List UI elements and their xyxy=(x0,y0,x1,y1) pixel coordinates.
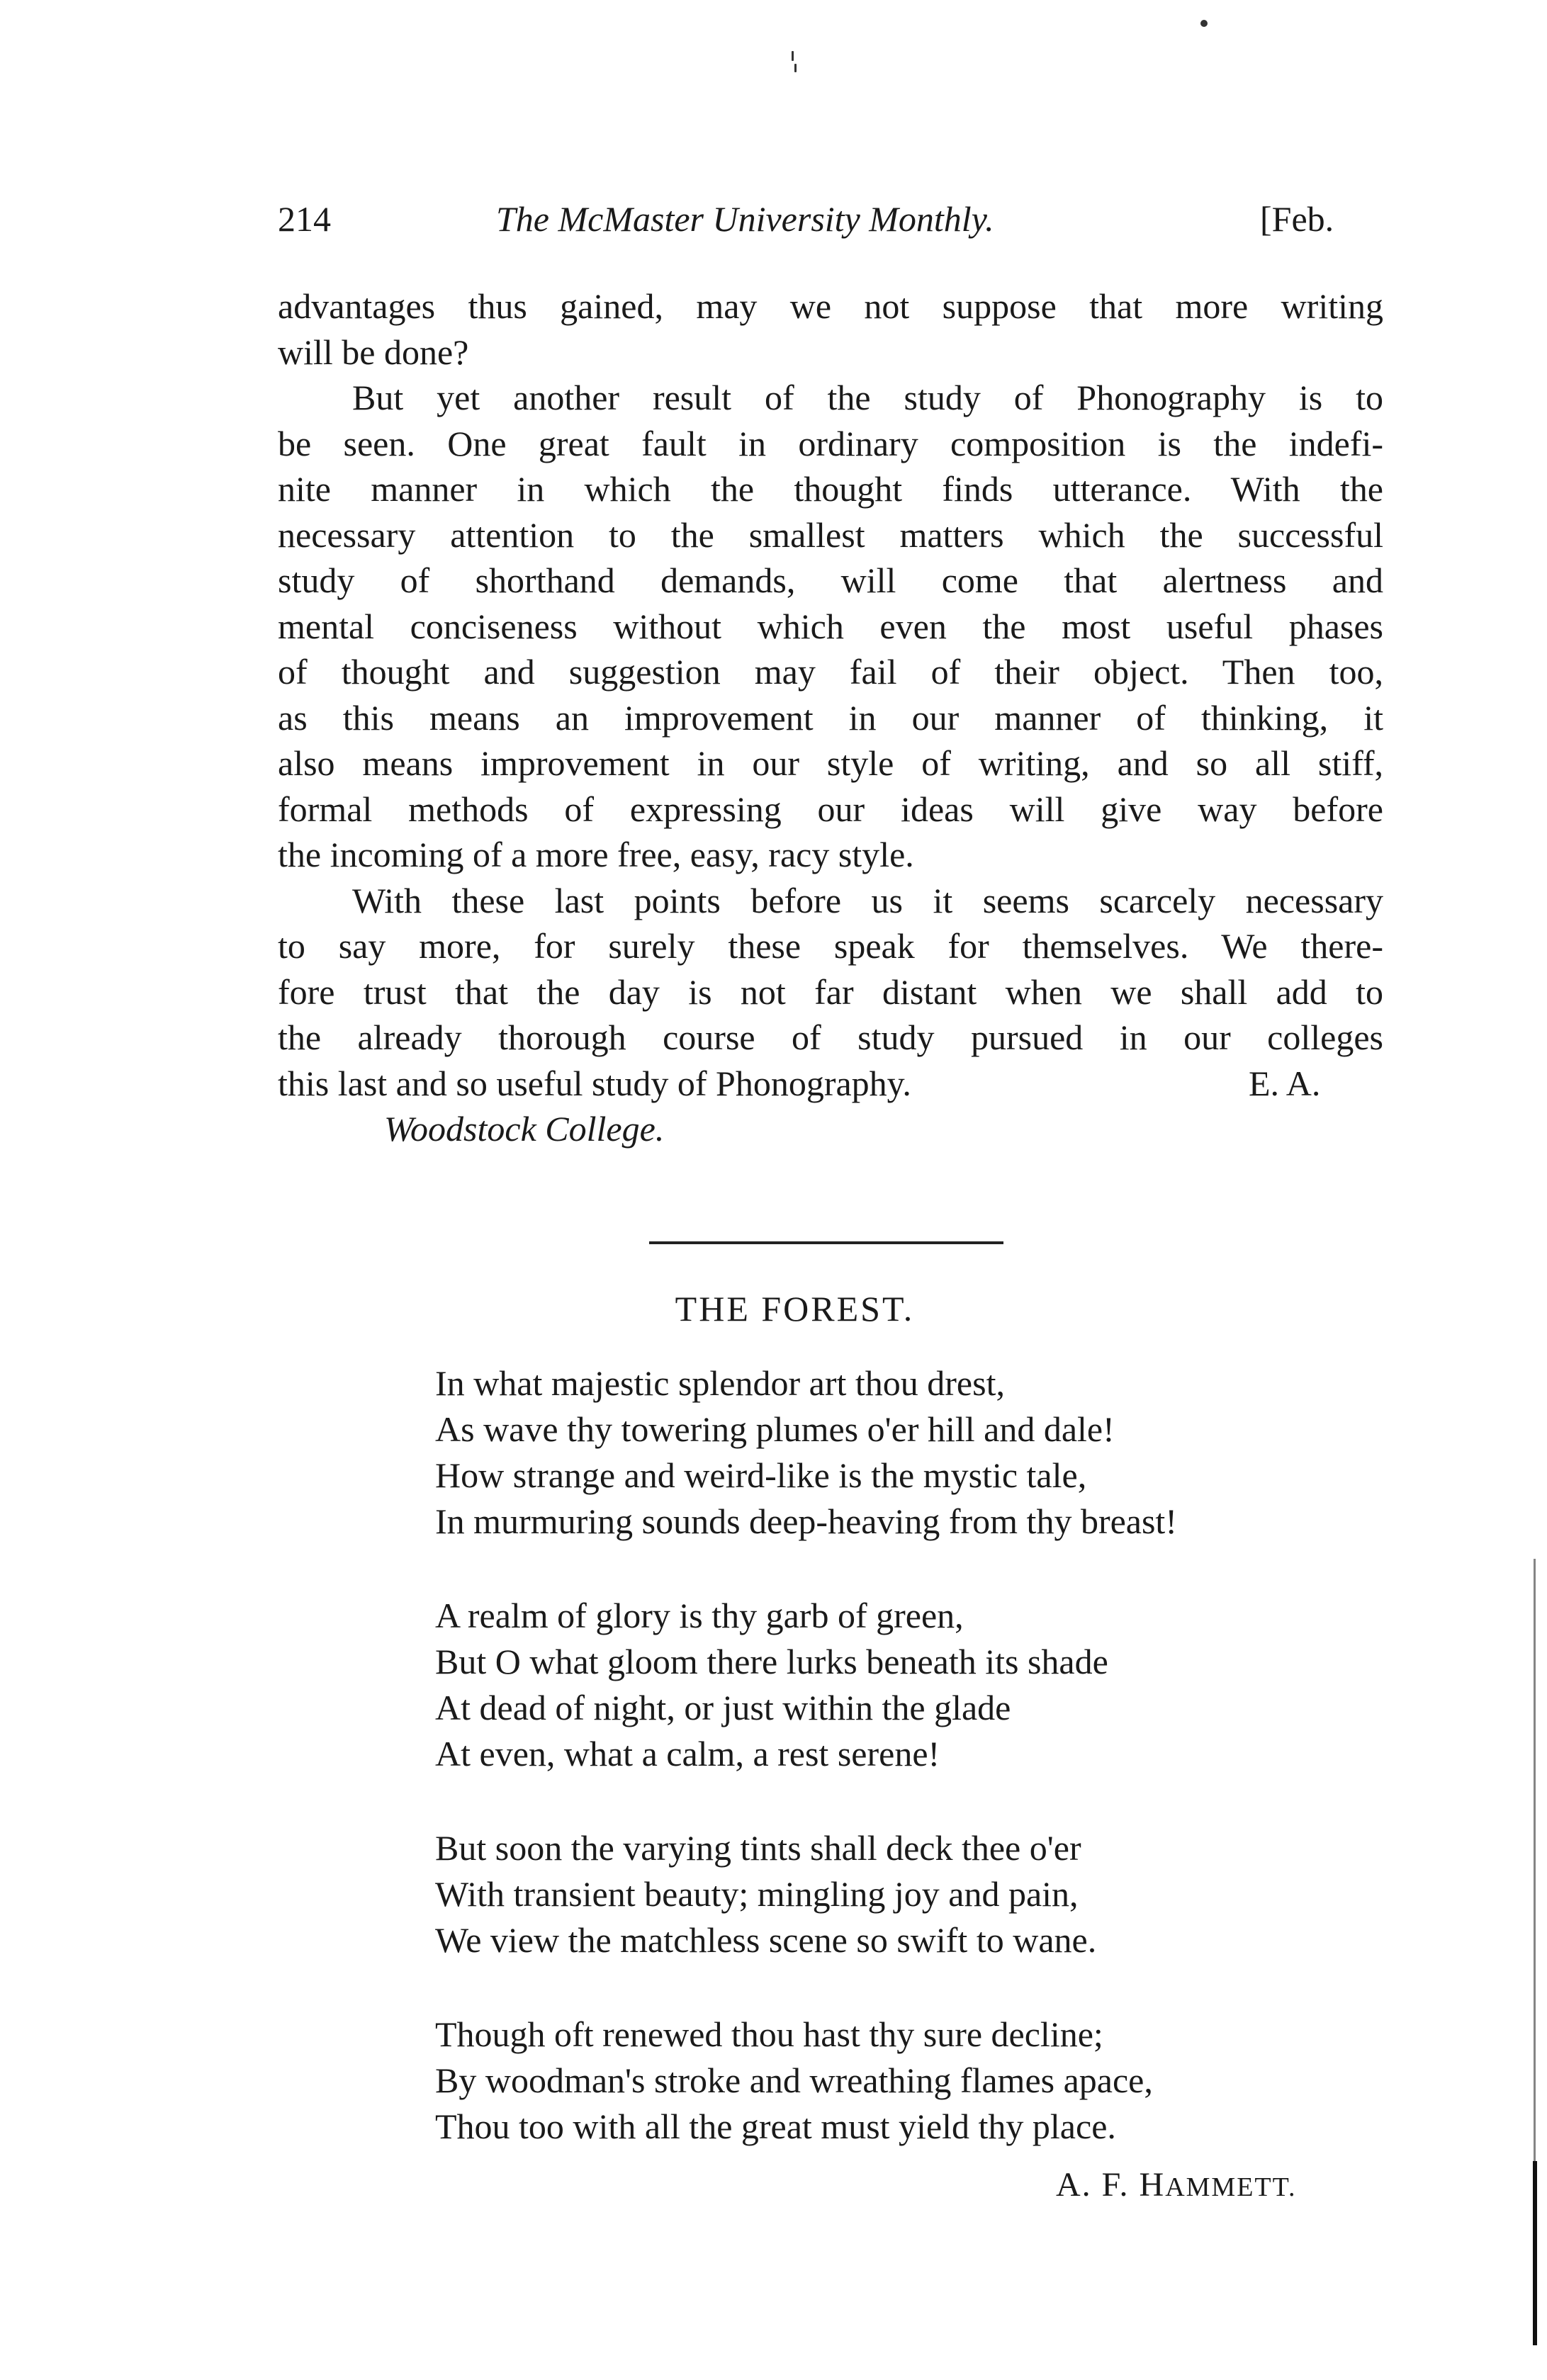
poem-author-surname: AMMETT. xyxy=(1165,2172,1297,2202)
verse-line: How strange and weird-like is the mystic tale, xyxy=(435,1455,1087,1495)
verse-line: At dead of night, or just within the glade xyxy=(435,1688,1011,1727)
text-line: the incoming of a more free, easy, racy style. xyxy=(278,835,914,874)
scan-speck xyxy=(794,64,797,72)
verse-line: With transient beauty; mingling joy and pain, xyxy=(435,1874,1079,1914)
paragraph xyxy=(278,878,1383,1152)
stanza xyxy=(435,1360,1356,1545)
issue-month: [Feb. xyxy=(1260,199,1334,239)
text-line: the already thorough course of study pursued in our colleges xyxy=(278,1017,1383,1057)
text-line: mental conciseness without which even the most useful phases xyxy=(278,606,1383,646)
article-author-initials: E. A. xyxy=(1249,1063,1321,1103)
scan-edge-line xyxy=(1533,2161,1537,2345)
text-line: nite manner in which the thought finds utterance. With the xyxy=(278,469,1383,509)
verse-line: At even, what a calm, a rest serene! xyxy=(435,1734,940,1773)
poem-author xyxy=(1056,2165,1297,2204)
text-line: But yet another result of the study of Phonography is to xyxy=(352,378,1383,417)
scan-speck xyxy=(792,51,794,61)
text-line: will be done? xyxy=(278,332,469,372)
scan-speck xyxy=(1200,20,1208,27)
running-title: The McMaster University Monthly. xyxy=(496,199,994,239)
verse-line: Thou too with all the great must yield thy place. xyxy=(435,2107,1116,2146)
page-number: 214 xyxy=(278,199,331,239)
verse-line: In what majestic splendor art thou drest, xyxy=(435,1363,1005,1403)
stanza xyxy=(435,1593,1356,1777)
stanza xyxy=(435,2012,1356,2150)
article-institution: Woodstock College. xyxy=(384,1109,665,1149)
text-line: necessary attention to the smallest matters which the successful xyxy=(278,514,1383,555)
text-line: advantages thus gained, may we not suppose that more writing xyxy=(278,286,1383,326)
verse-line: We view the matchless scene so swift to wane. xyxy=(435,1920,1097,1960)
text-line: be seen. One great fault in ordinary composition is the indefi- xyxy=(278,423,1383,463)
verse-line: In murmuring sounds deep-heaving from thy breast! xyxy=(435,1501,1177,1541)
verse-line: As wave thy towering plumes o'er hill and dale! xyxy=(435,1409,1115,1449)
verse-line: But O what gloom there lurks beneath its shade xyxy=(435,1642,1108,1681)
article-text xyxy=(278,283,1383,1152)
text-line: also means improvement in our style of writing, and so all stiff, xyxy=(278,743,1383,783)
section-divider xyxy=(649,1241,1003,1244)
text-line: With these last points before us it seems scarcely necessary xyxy=(352,880,1383,920)
running-header xyxy=(278,198,1334,248)
text-line: formal methods of expressing our ideas will give way before xyxy=(278,789,1383,829)
paragraph xyxy=(278,375,1383,878)
text-line: of thought and suggestion may fail of their object. Then too, xyxy=(278,652,1383,692)
signature-line xyxy=(278,1061,1383,1107)
text-line: this last and so useful study of Phonography. xyxy=(278,1063,911,1103)
poem-title: THE FOREST. xyxy=(675,1289,915,1329)
verse-line: Though oft renewed thou hast thy sure decline; xyxy=(435,2014,1103,2054)
text-line: study of shorthand demands, will come that alertness and xyxy=(278,560,1383,600)
text-line: fore trust that the day is not far distant when we shall add to xyxy=(278,971,1383,1012)
poem-body xyxy=(435,1360,1356,2198)
text-line: as this means an improvement in our manner of thinking, it xyxy=(278,697,1383,738)
verse-line: By woodman's stroke and wreathing flames apace, xyxy=(435,2060,1153,2100)
text-line: to say more, for surely these speak for themselves. We there- xyxy=(278,926,1383,966)
paragraph xyxy=(278,283,1383,375)
stanza xyxy=(435,1825,1356,1963)
poem-author-initials: A. F. H xyxy=(1056,2166,1166,2204)
verse-line: But soon the varying tints shall deck thee o'er xyxy=(435,1828,1081,1868)
verse-line: A realm of glory is thy garb of green, xyxy=(435,1596,964,1635)
